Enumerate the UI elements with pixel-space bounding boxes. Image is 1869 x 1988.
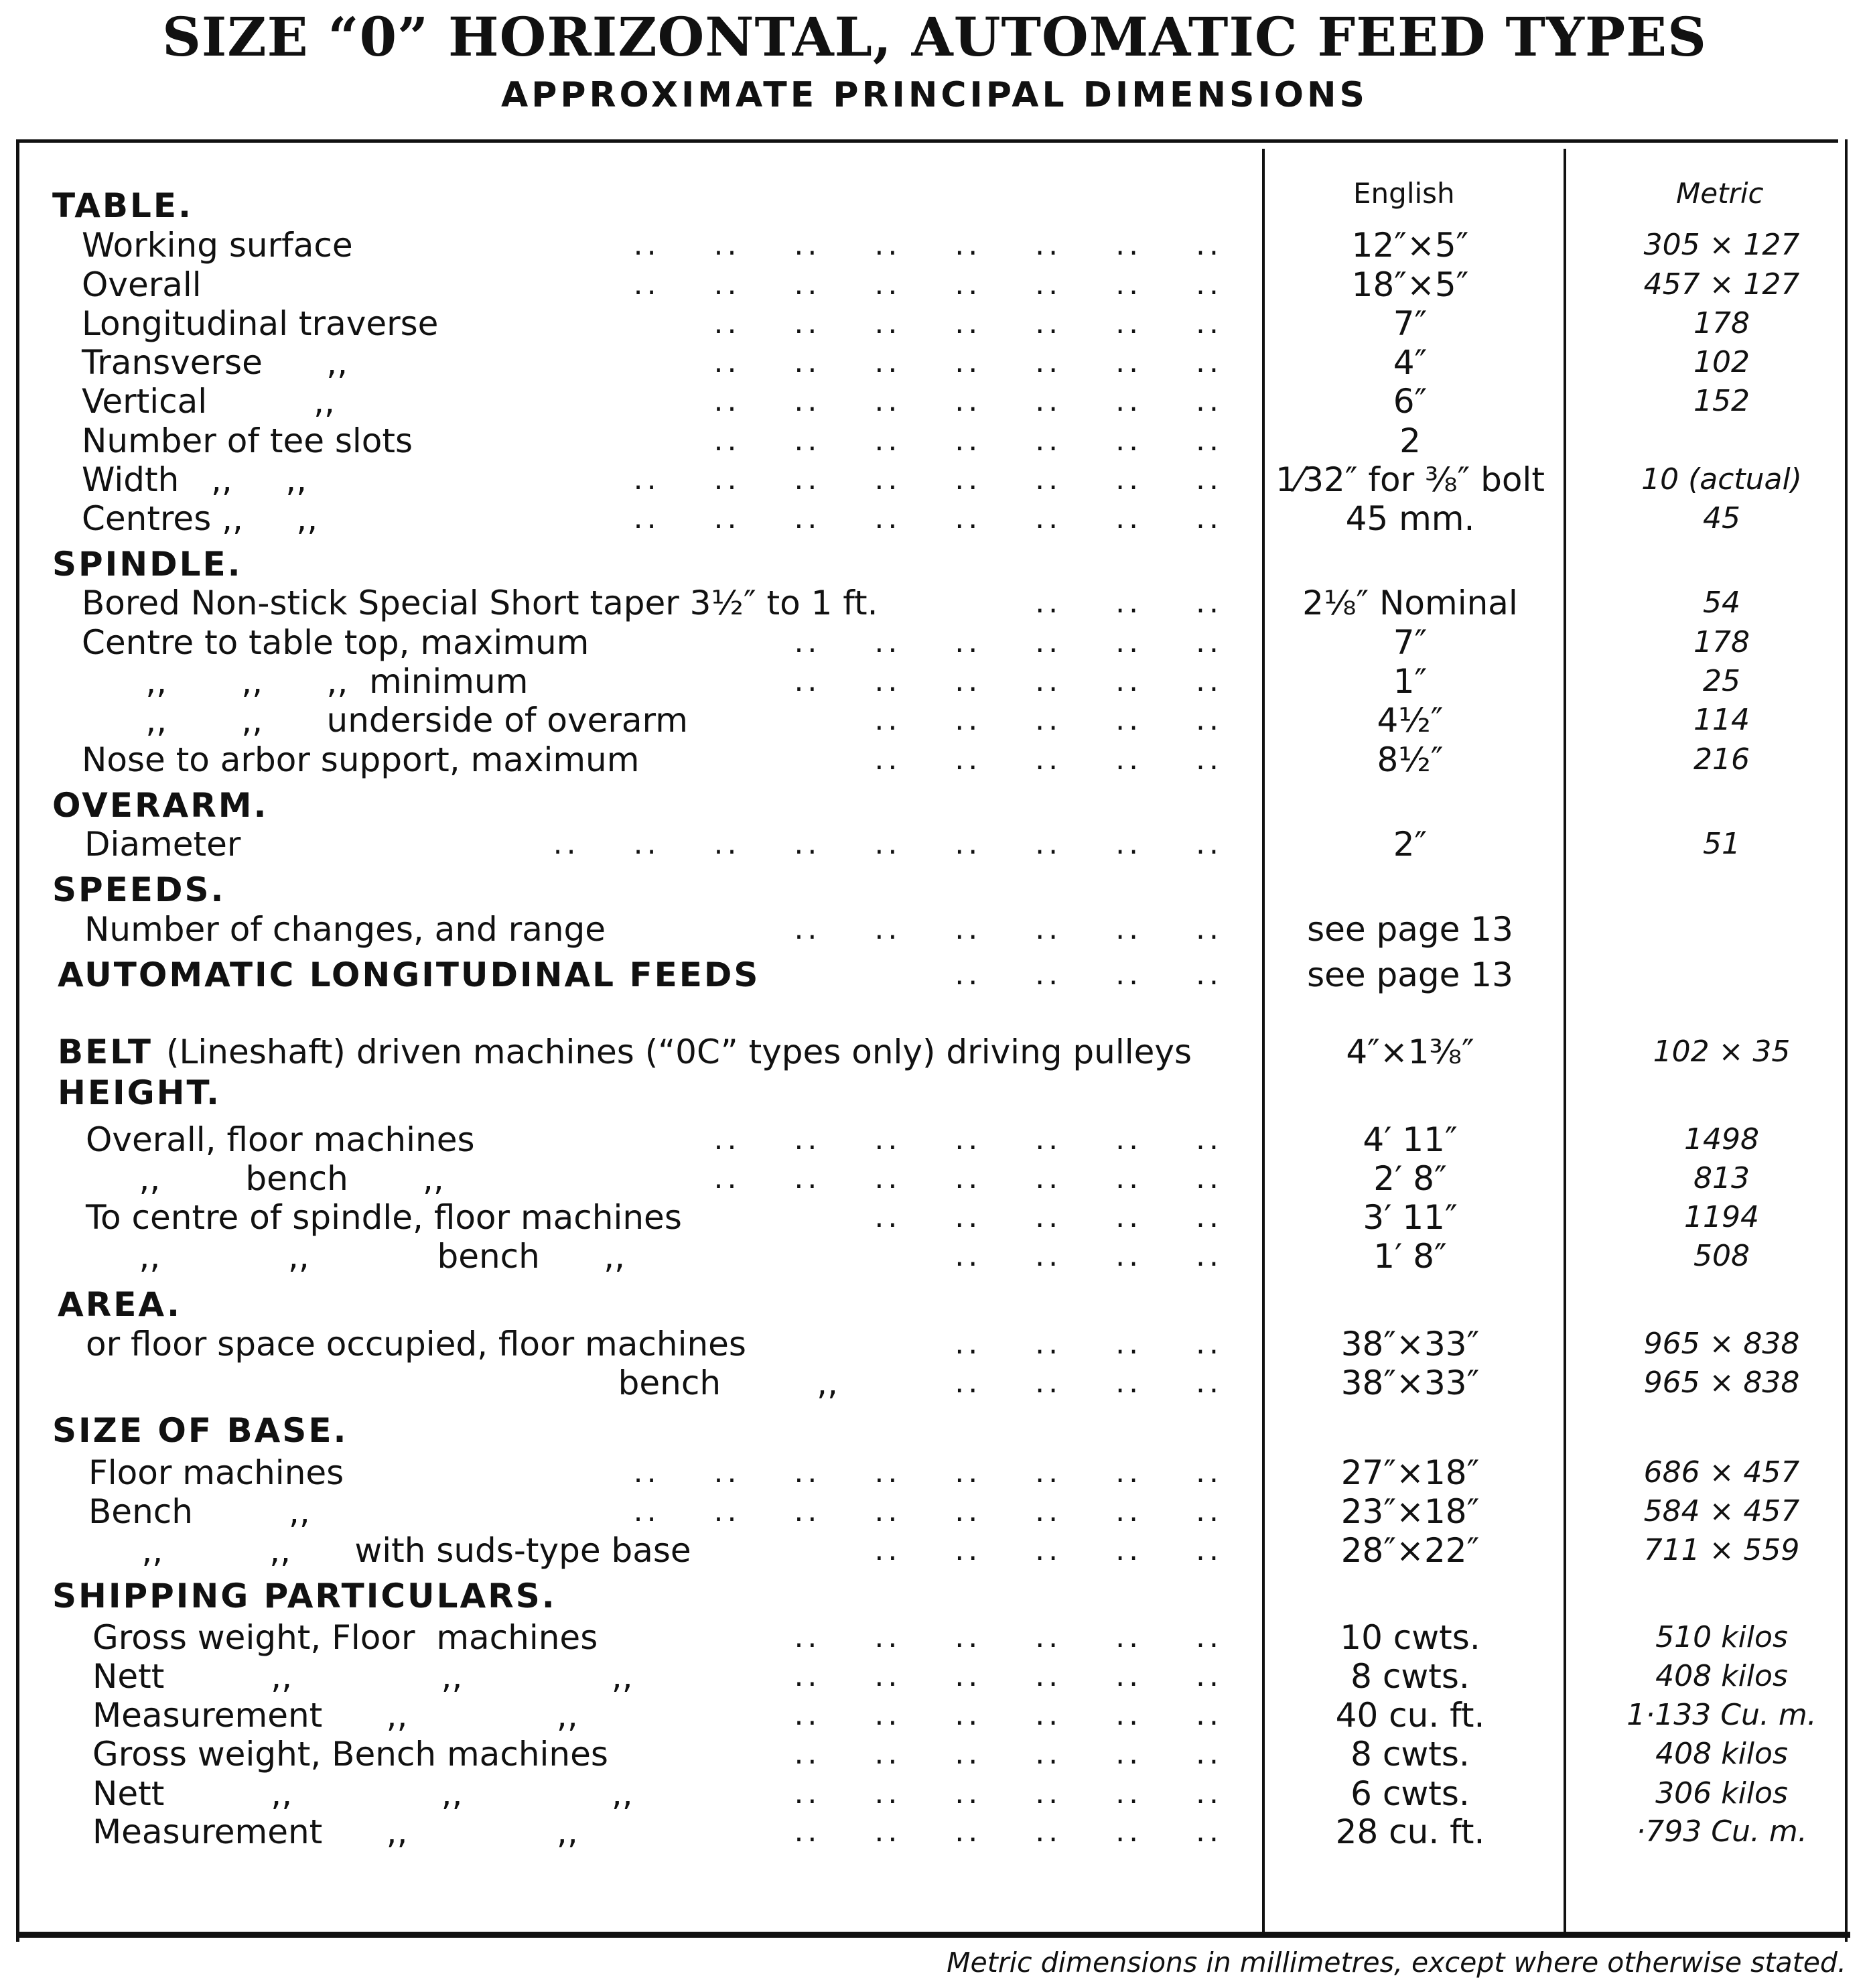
row-label: Gross weight, Floor machines <box>92 1618 598 1657</box>
section-heading: SHIPPING PARTICULARS. <box>52 1577 557 1615</box>
section-heading: HEIGHT. <box>58 1073 221 1112</box>
table-row <box>0 1285 1869 1324</box>
footnote: Metric dimensions in millimetres, except where otherwise stated. <box>947 1946 1846 1979</box>
table-row <box>0 584 1869 622</box>
english-value: 8 cwts. <box>1351 1735 1470 1774</box>
table-row <box>0 499 1869 538</box>
table-row <box>0 304 1869 343</box>
row-label: Diameter <box>84 825 241 864</box>
metric-value: 510 kilos <box>1655 1620 1788 1654</box>
metric-value: 508 <box>1693 1239 1750 1273</box>
english-value: 27″×18″ <box>1340 1453 1480 1492</box>
metric-value: 114 <box>1693 703 1750 737</box>
english-value: 8½″ <box>1377 740 1444 779</box>
row-label: Working surface <box>82 226 353 265</box>
page-subtitle: APPROXIMATE PRINCIPAL DIMENSIONS <box>501 75 1368 115</box>
table-row <box>0 343 1869 382</box>
dot-leader: .. .. .. .. .. <box>874 703 1223 737</box>
row-label: Nett ,, ,, ,, <box>92 1774 633 1813</box>
metric-value: 813 <box>1693 1161 1750 1195</box>
row-label: bench ,, <box>86 1364 838 1402</box>
metric-value: 584 × 457 <box>1643 1494 1800 1528</box>
page-title: SIZE “0” HORIZONTAL, AUTOMATIC FEED TYPES <box>162 5 1707 68</box>
dot-leader: .. .. .. .. .. .. .. .. <box>633 501 1223 535</box>
row-label: (Lineshaft) driven machines (“0C” types only) driving pulleys <box>166 1033 1192 1071</box>
table-row <box>0 1325 1869 1364</box>
frame-bottom-rule <box>16 1932 1850 1938</box>
metric-value: 1498 <box>1684 1122 1759 1156</box>
metric-value: 51 <box>1703 827 1740 861</box>
dot-leader: .. .. .. .. .. .. <box>794 1698 1223 1732</box>
table-row <box>0 226 1869 265</box>
table-row <box>0 1159 1869 1198</box>
english-value: 2′ 8″ <box>1373 1159 1447 1198</box>
metric-value: 408 kilos <box>1655 1737 1788 1771</box>
metric-value: 10 (actual) <box>1641 462 1802 496</box>
metric-value: 102 × 35 <box>1653 1035 1791 1069</box>
metric-value: 306 kilos <box>1655 1776 1788 1810</box>
english-value: 2 <box>1399 421 1421 460</box>
section-heading: OVERARM. <box>52 786 269 825</box>
dot-leader: .. .. .. .. .. .. .. <box>713 306 1223 340</box>
section-heading: BELT <box>58 1033 153 1071</box>
table-row <box>0 662 1869 701</box>
table-row <box>0 1696 1869 1735</box>
english-value: 2″ <box>1393 825 1428 864</box>
table-row <box>0 1237 1869 1276</box>
table-row <box>0 825 1869 864</box>
dot-leader: .. .. .. .. .. .. .. <box>713 1161 1223 1195</box>
english-value: 6″ <box>1393 382 1428 421</box>
section-heading: AUTOMATIC LONGITUDINAL FEEDS <box>58 955 760 994</box>
dot-leader: .. .. .. .. .. .. <box>794 1776 1223 1810</box>
row-label: ,, ,, bench ,, <box>86 1237 626 1276</box>
metric-value: 54 <box>1703 586 1740 620</box>
section-heading: SPINDLE. <box>52 545 243 584</box>
english-value: 18″×5″ <box>1351 265 1469 304</box>
english-value: see page 13 <box>1307 955 1513 994</box>
row-label: Longitudinal traverse <box>82 304 439 343</box>
metric-value: 1·133 Cu. m. <box>1626 1698 1817 1732</box>
metric-value: 965 × 838 <box>1643 1327 1800 1361</box>
section-heading: TABLE. <box>52 186 194 225</box>
metric-value: 1194 <box>1684 1200 1759 1234</box>
row-label: or floor space occupied, floor machines <box>86 1325 746 1364</box>
dot-leader: .. .. .. .. .. .. .. .. <box>633 228 1223 262</box>
table-row <box>0 1657 1869 1696</box>
table-row <box>0 1735 1869 1774</box>
metric-value: 305 × 127 <box>1643 228 1800 262</box>
dot-leader: .. .. .. .. <box>955 957 1223 992</box>
section-heading: SIZE OF BASE. <box>52 1411 348 1450</box>
row-label: Floor machines <box>88 1453 344 1492</box>
table-row <box>0 910 1869 949</box>
metric-value: 102 <box>1693 345 1750 379</box>
english-value: 7″ <box>1393 623 1428 662</box>
table-row <box>0 1198 1869 1237</box>
table-row <box>0 1774 1869 1813</box>
english-value: 40 cu. ft. <box>1335 1696 1485 1735</box>
english-value: 1″ <box>1393 662 1428 701</box>
english-value: 1′ 8″ <box>1373 1237 1447 1276</box>
metric-value: ·793 Cu. m. <box>1636 1814 1807 1849</box>
dot-leader: .. .. .. .. .. .. .. .. <box>633 267 1223 302</box>
row-label: ,, ,, underside of overarm <box>82 701 688 740</box>
dot-leader: .. .. .. .. .. .. .. .. <box>633 462 1223 496</box>
english-value: 28″×22″ <box>1340 1531 1480 1570</box>
metric-column-header: Metric <box>1676 177 1764 210</box>
dot-leader: .. .. .. .. .. .. <box>794 664 1223 698</box>
row-label: ,, bench ,, <box>86 1159 444 1198</box>
english-value: 12″×5″ <box>1351 226 1469 265</box>
dot-leader: .. .. .. .. .. <box>874 742 1223 777</box>
metric-value: 408 kilos <box>1655 1659 1788 1693</box>
table-row <box>0 186 1869 225</box>
english-column-header: English <box>1353 177 1455 210</box>
english-value: 3′ 11″ <box>1363 1198 1458 1237</box>
row-label: Bench ,, <box>88 1492 310 1531</box>
table-row <box>0 382 1869 421</box>
dot-leader: .. .. .. .. .. .. .. .. <box>633 1455 1223 1489</box>
table-row <box>0 1073 1869 1112</box>
metric-value: 25 <box>1703 664 1740 698</box>
row-label: Nose to arbor support, maximum <box>82 740 640 779</box>
english-value: 4″×1⅜″ <box>1346 1033 1474 1071</box>
table-row <box>0 265 1869 304</box>
table-row <box>0 1618 1869 1657</box>
dot-leader: .. .. .. .. .. .. <box>794 1620 1223 1654</box>
metric-value: 457 × 127 <box>1643 267 1800 302</box>
table-row <box>0 1492 1869 1531</box>
table-row <box>0 623 1869 662</box>
dot-leader: .. .. .. .. <box>955 1366 1223 1400</box>
english-value: 38″×33″ <box>1340 1364 1480 1402</box>
english-value: 2⅛″ Nominal <box>1302 584 1518 622</box>
table-row <box>0 1577 1869 1615</box>
dot-leader: .. .. .. .. .. <box>874 1533 1223 1567</box>
dot-leader: .. .. .. .. .. .. .. .. <box>633 1494 1223 1528</box>
metric-value: 711 × 559 <box>1643 1533 1800 1567</box>
row-label: Vertical ,, <box>82 382 335 421</box>
dot-leader: .. .. .. .. .. .. .. <box>713 423 1223 458</box>
row-label: ,, ,, ,, minimum <box>82 662 529 701</box>
row-label: Overall <box>82 265 202 304</box>
table-row <box>0 1364 1869 1402</box>
english-value: 4″ <box>1393 343 1428 382</box>
table-row <box>0 1033 1869 1071</box>
table-row <box>0 870 1869 909</box>
dot-leader: .. .. .. .. .. .. .. .. .. <box>553 827 1223 861</box>
dot-leader: .. .. .. .. <box>955 1239 1223 1273</box>
table-row <box>0 460 1869 499</box>
dot-leader: .. .. .. .. .. .. .. <box>713 1122 1223 1156</box>
row-label: To centre of spindle, floor machines <box>86 1198 682 1237</box>
table-row <box>0 1120 1869 1159</box>
dot-leader: .. .. .. .. .. .. <box>794 1659 1223 1693</box>
english-value: see page 13 <box>1307 910 1513 949</box>
metric-value: 178 <box>1693 306 1750 340</box>
metric-value: 965 × 838 <box>1643 1366 1800 1400</box>
english-value: 1⁄32″ for ⅜″ bolt <box>1275 460 1545 499</box>
row-label: Transverse ,, <box>82 343 348 382</box>
row-label: Measurement ,, ,, <box>92 1696 578 1735</box>
dot-leader: .. .. .. .. .. .. .. <box>713 345 1223 379</box>
row-label: Centre to table top, maximum <box>82 623 590 662</box>
english-value: 23″×18″ <box>1340 1492 1480 1531</box>
table-row <box>0 1812 1869 1851</box>
table-row <box>0 1531 1869 1570</box>
metric-value: 152 <box>1693 384 1750 418</box>
section-heading: SPEEDS. <box>52 870 226 909</box>
row-label: Gross weight, Bench machines <box>92 1735 608 1774</box>
table-row <box>0 1411 1869 1450</box>
table-row <box>0 421 1869 460</box>
section-heading: AREA. <box>58 1285 182 1324</box>
table-row <box>0 1453 1869 1492</box>
table-row <box>0 545 1869 584</box>
row-label: Nett ,, ,, ,, <box>92 1657 633 1696</box>
frame-top-rule <box>16 139 1838 143</box>
table-row <box>0 701 1869 740</box>
row-label: ,, ,, with suds-type base <box>88 1531 691 1570</box>
english-value: 4½″ <box>1377 701 1444 740</box>
english-value: 7″ <box>1393 304 1428 343</box>
english-value: 38″×33″ <box>1340 1325 1480 1364</box>
row-label: Measurement ,, ,, <box>92 1812 578 1851</box>
dot-leader: .. .. .. .. .. .. <box>794 625 1223 659</box>
metric-value: 686 × 457 <box>1643 1455 1800 1489</box>
row-label: Width ,, ,, <box>82 460 307 499</box>
table-row <box>0 955 1869 994</box>
english-value: 8 cwts. <box>1351 1657 1470 1696</box>
metric-value: 178 <box>1693 625 1750 659</box>
english-value: 45 mm. <box>1345 499 1475 538</box>
dot-leader: .. .. .. .. .. .. .. <box>713 384 1223 418</box>
metric-value: 45 <box>1703 501 1740 535</box>
row-label: Centres ,, ,, <box>82 499 318 538</box>
dot-leader: .. .. .. .. .. .. <box>794 1814 1223 1849</box>
dot-leader: .. .. .. .. .. .. <box>794 912 1223 946</box>
row-label: Number of tee slots <box>82 421 413 460</box>
dot-leader: .. .. .. .. .. <box>874 1200 1223 1234</box>
row-label: Number of changes, and range <box>84 910 606 949</box>
table-row <box>0 740 1869 779</box>
metric-value: 216 <box>1693 742 1750 777</box>
dot-leader: .. .. .. .. .. .. <box>794 1737 1223 1771</box>
english-value: 4′ 11″ <box>1363 1120 1458 1159</box>
row-label: Bored Non-stick Special Short taper 3½″ to 1 ft. <box>82 584 878 622</box>
english-value: 10 cwts. <box>1340 1618 1480 1657</box>
english-value: 28 cu. ft. <box>1335 1812 1485 1851</box>
table-row <box>0 786 1869 825</box>
english-value: 6 cwts. <box>1351 1774 1470 1813</box>
dot-leader: .. .. .. .. <box>955 1327 1223 1361</box>
row-label: Overall, floor machines <box>86 1120 475 1159</box>
dot-leader: .. .. .. <box>1035 586 1223 620</box>
